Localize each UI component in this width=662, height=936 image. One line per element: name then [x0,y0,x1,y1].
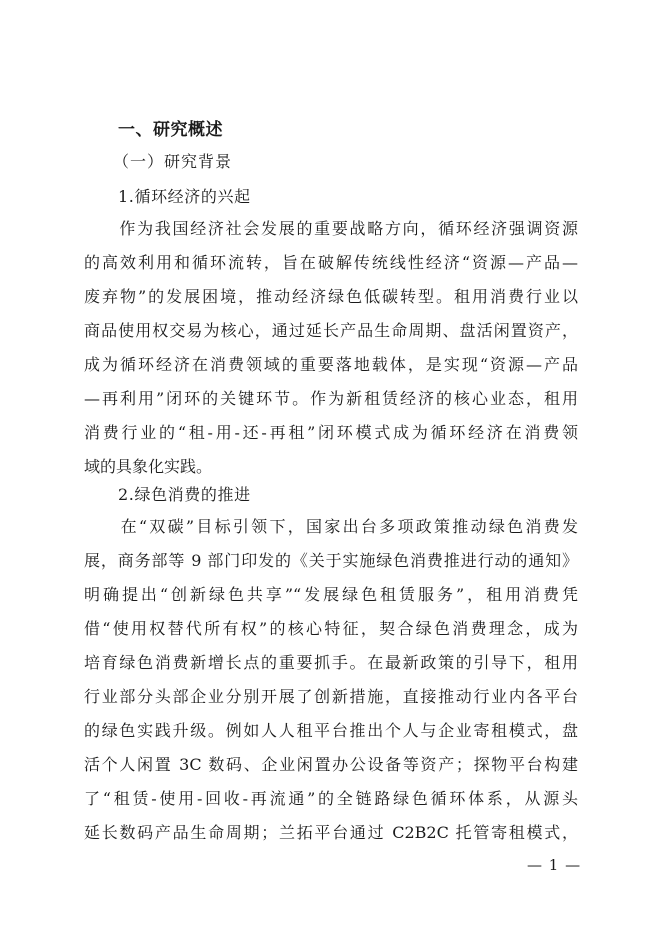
text-line: 了“租赁-使用-回收-再流通”的全链路绿色循环体系，从源头 [84,789,578,808]
text-line: 废弃物”的发展困境，推动经济绿色低碳转型。租用消费行业以 [84,287,578,306]
page-number: — 1 — [527,856,582,874]
paragraph-green-consumption [84,510,578,850]
text-line: 延长数码产品生命周期；兰拓平台通过 C2B2C 托管寄租模式， [84,823,578,842]
paragraph-circular-economy [84,212,578,484]
text-line: 域的具象化实践。 [84,457,213,476]
text-line: 商品使用权交易为核心，通过延长产品生命周期、盘活闲置资产， [84,321,578,340]
text-line: —再利用”闭环的关键环节。作为新租赁经济的核心业态，租用 [84,389,578,408]
text-line: 的高效利用和循环流转，旨在破解传统线性经济“资源—产品— [84,253,578,272]
text-line: 作为我国经济社会发展的重要战略方向，循环经济强调资源 [84,219,578,238]
text-line: 行业部分头部企业分别开展了创新措施，直接推动行业内各平台 [84,687,578,706]
subsection-title-2: 2.绿色消费的推进 [118,485,251,504]
section-heading: 一、研究概述 [118,120,223,140]
text-line: 活个人闲置 3C 数码、企业闲置办公设备等资产；探物平台构建 [84,755,578,774]
subsection-title-1: 1.循环经济的兴起 [118,187,251,206]
text-line: 借“使用权替代所有权”的核心特征，契合绿色消费理念，成为 [84,619,578,638]
text-line: 在“双碳”目标引领下，国家出台多项政策推动绿色消费发 [84,517,578,536]
section-subheading: （一）研究背景 [113,152,233,171]
text-line: 展，商务部等 9 部门印发的《关于实施绿色消费推进行动的通知》 [84,551,578,570]
text-line: 培育绿色消费新增长点的重要抓手。在最新政策的引导下，租用 [84,653,578,672]
text-line: 的绿色实践升级。例如人人租平台推出个人与企业寄租模式，盘 [84,721,578,740]
text-line: 消费行业的“租-用-还-再租”闭环模式成为循环经济在消费领 [84,423,578,442]
text-line: 成为循环经济在消费领域的重要落地载体，是实现“资源—产品 [84,355,578,374]
text-line: 明确提出“创新绿色共享”“发展绿色租赁服务”，租用消费凭 [84,585,578,604]
